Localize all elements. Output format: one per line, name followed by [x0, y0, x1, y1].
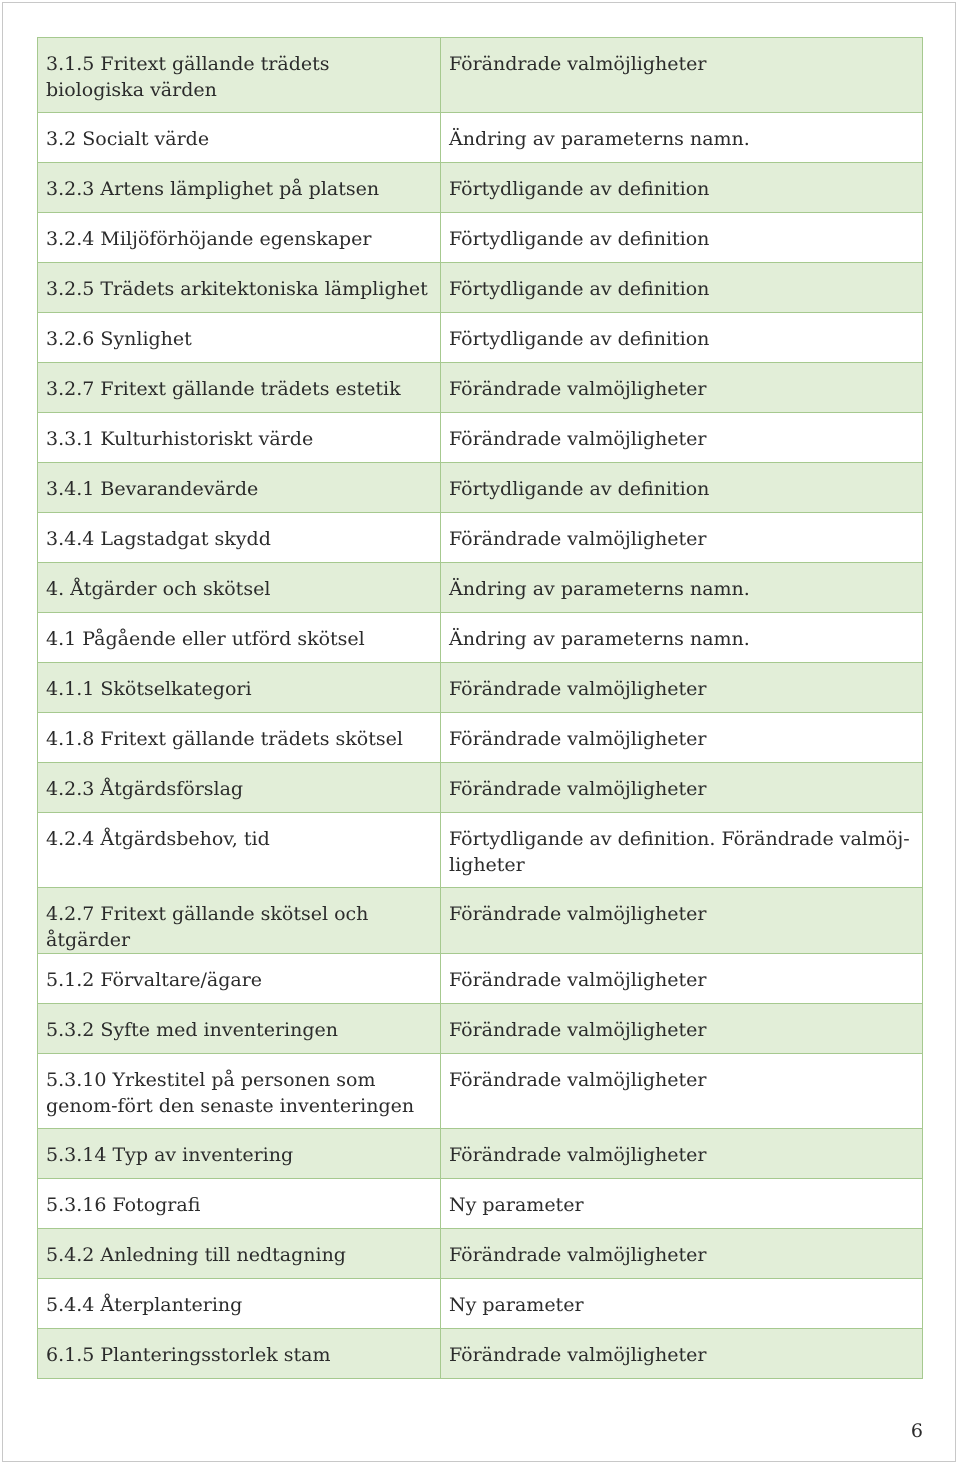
parameter-cell: 5.4.4 Återplantering — [38, 1279, 441, 1329]
table-row — [38, 1279, 923, 1329]
table-row — [38, 1229, 923, 1279]
change-cell: Förändrade valmöjligheter — [441, 363, 923, 413]
table-row — [38, 888, 923, 954]
change-cell: Ändring av parameterns namn. — [441, 113, 923, 163]
table-row — [38, 213, 923, 263]
page-number: 6 — [910, 1420, 923, 1442]
table-row — [38, 463, 923, 513]
change-cell: Ny parameter — [441, 1279, 923, 1329]
change-cell: Förändrade valmöjligheter — [441, 1229, 923, 1279]
parameter-cell: 3.1.5 Fritext gällande trädets biologiska värden — [38, 38, 441, 113]
table-row — [38, 113, 923, 163]
parameter-cell: 3.2.5 Trädets arkitektoniska lämplighet — [38, 263, 441, 313]
table-row — [38, 1054, 923, 1129]
change-cell: Förändrade valmöjligheter — [441, 38, 923, 113]
change-cell: Förtydligande av definition. Förändrade valmöj-ligheter — [441, 813, 923, 888]
parameter-cell: 3.4.1 Bevarandevärde — [38, 463, 441, 513]
table-row — [38, 763, 923, 813]
parameter-cell: 4.2.3 Åtgärdsförslag — [38, 763, 441, 813]
parameter-cell: 5.1.2 Förvaltare/ägare — [38, 954, 441, 1004]
parameter-cell: 4.1.8 Fritext gällande trädets skötsel — [38, 713, 441, 763]
table-row — [38, 1329, 923, 1379]
parameter-cell: 4.2.7 Fritext gällande skötsel och åtgärder — [38, 888, 441, 954]
change-cell: Förändrade valmöjligheter — [441, 513, 923, 563]
parameter-cell: 3.2.3 Artens lämplighet på platsen — [38, 163, 441, 213]
parameter-cell: 3.4.4 Lagstadgat skydd — [38, 513, 441, 563]
parameter-cell: 5.4.2 Anledning till nedtagning — [38, 1229, 441, 1279]
parameter-cell: 6.1.5 Planteringsstorlek stam — [38, 1329, 441, 1379]
change-cell: Förändrade valmöjligheter — [441, 1004, 923, 1054]
parameter-cell: 5.3.2 Syfte med inventeringen — [38, 1004, 441, 1054]
parameter-cell: 3.3.1 Kulturhistoriskt värde — [38, 413, 441, 463]
table-row — [38, 813, 923, 888]
change-cell: Förtydligande av definition — [441, 163, 923, 213]
change-cell: Förändrade valmöjligheter — [441, 1054, 923, 1129]
table-row — [38, 513, 923, 563]
table-row — [38, 1179, 923, 1229]
table-row — [38, 713, 923, 763]
table-row — [38, 1004, 923, 1054]
parameter-cell: 4.2.4 Åtgärdsbehov, tid — [38, 813, 441, 888]
change-cell: Förändrade valmöjligheter — [441, 663, 923, 713]
change-cell: Förändrade valmöjligheter — [441, 763, 923, 813]
change-cell: Förändrade valmöjligheter — [441, 954, 923, 1004]
change-cell: Förändrade valmöjligheter — [441, 1129, 923, 1179]
change-cell: Ändring av parameterns namn. — [441, 563, 923, 613]
table-row — [38, 263, 923, 313]
parameter-cell: 5.3.14 Typ av inventering — [38, 1129, 441, 1179]
parameter-cell: 4. Åtgärder och skötsel — [38, 563, 441, 613]
table-row — [38, 163, 923, 213]
change-cell: Förändrade valmöjligheter — [441, 888, 923, 954]
parameter-cell: 3.2.7 Fritext gällande trädets estetik — [38, 363, 441, 413]
parameter-cell: 3.2.4 Miljöförhöjande egenskaper — [38, 213, 441, 263]
table-row — [38, 954, 923, 1004]
change-cell: Ny parameter — [441, 1179, 923, 1229]
table-row — [38, 38, 923, 113]
changes-table-body — [38, 38, 923, 1379]
table-row — [38, 613, 923, 663]
parameter-cell: 4.1.1 Skötselkategori — [38, 663, 441, 713]
parameter-cell: 4.1 Pågående eller utförd skötsel — [38, 613, 441, 663]
table-row — [38, 663, 923, 713]
change-cell: Ändring av parameterns namn. — [441, 613, 923, 663]
changes-table — [37, 37, 923, 1379]
table-row — [38, 313, 923, 363]
change-cell: Förtydligande av definition — [441, 263, 923, 313]
parameter-cell: 3.2 Socialt värde — [38, 113, 441, 163]
parameter-cell: 5.3.10 Yrkestitel på personen som genom-fört den senaste inventeringen — [38, 1054, 441, 1129]
change-cell: Förändrade valmöjligheter — [441, 413, 923, 463]
change-cell: Förändrade valmöjligheter — [441, 1329, 923, 1379]
parameter-cell: 5.3.16 Fotografi — [38, 1179, 441, 1229]
change-cell: Förtydligande av definition — [441, 313, 923, 363]
parameter-cell: 3.2.6 Synlighet — [38, 313, 441, 363]
table-row — [38, 1129, 923, 1179]
table-row — [38, 363, 923, 413]
change-cell: Förtydligande av definition — [441, 463, 923, 513]
table-row — [38, 413, 923, 463]
change-cell: Förtydligande av definition — [441, 213, 923, 263]
change-cell: Förändrade valmöjligheter — [441, 713, 923, 763]
table-row — [38, 563, 923, 613]
